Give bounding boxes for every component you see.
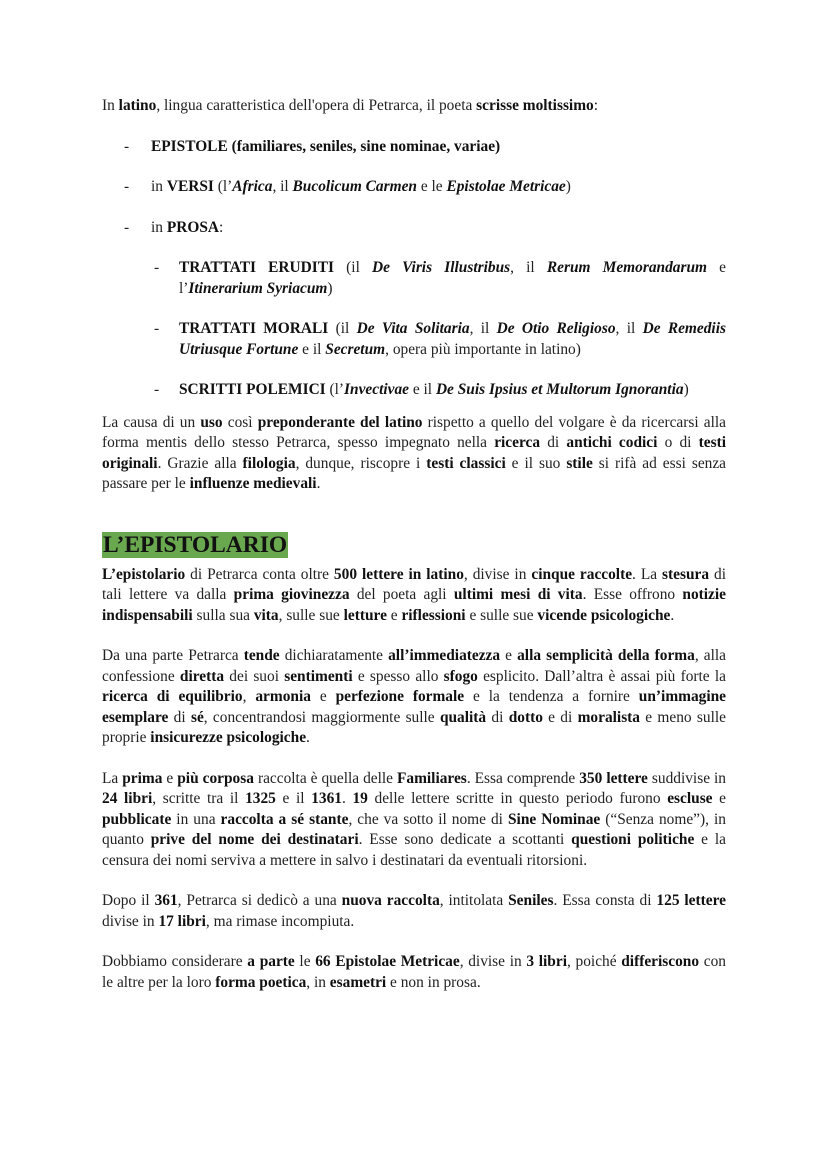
epistolario-paragraph-3: La prima e più corposa raccolta è quella delle Familiares. Essa comprende 350 lettere suddivise in 24 libri, scritte tra il 1325 e il 1361. 19 delle lettere scritte in questo periodo furono escluse e pubblicate in una raccolta a sé stante, che va sotto il nome di Sine Nominae (“Senza nome”), in quanto prive del nome dei destinatari. Esse sono dedicate a scottanti questioni politiche e la censura dei nomi serviva a mettere in salvo i destinatari da eventuali ritorsioni. bbox=[102, 769, 726, 869]
causa-paragraph: La causa di un uso così preponderante del latino rispetto a quello del volgare è da ricercarsi alla forma mentis dello stesso Petrarca, spesso impegnato nella ricerca di antichi codici o di testi originali. Grazie alla filologia, dunque, riscopre i testi classici e il suo stile si rifà ad essi senza passare per le influenze medievali. bbox=[102, 413, 727, 492]
section-heading bbox=[102, 531, 726, 559]
list-item-prosa: - in PROSA: bbox=[102, 218, 726, 239]
epistolario-paragraph-2: Da una parte Petrarca tende dichiaratamente all’immediatezza e alla semplicità della forma, alla confessione diretta dei suoi sentimenti e spesso allo sfogo esplicito. Dall’altra è assai più forte la ricerca di equilibrio, armonia e perfezione formale e la tendenza a fornire un’immagine esemplare di sé, concentrandosi maggiormente sulle qualità di dotto e di moralista e meno sulle proprie insicurezze psicologiche. bbox=[102, 647, 727, 746]
sublist-item-morali: - TRATTATI MORALI (il De Vita Solitaria, il De Otio Religioso, il De Remediis Utriusque Fortune e il Secretum, opera più importante in latino) bbox=[154, 320, 726, 358]
epistolario-paragraph-1: L’epistolario di Petrarca conta oltre 500 lettere in latino, divise in cinque raccolte. La stesura di tali lettere va dalla prima giovinezza del poeta agli ultimi mesi di vita. Esse offrono notizie indispensabili sulla sua vita, sulle sue letture e riflessioni e sulle sue vicende psicologiche. bbox=[102, 565, 727, 624]
intro-paragraph: In latino, lingua caratteristica dell'opera di Petrarca, il poeta scrisse moltissimo: bbox=[102, 97, 599, 114]
sublist-item-eruditi: - TRATTATI ERUDITI (il De Viris Illustribus, il Rerum Memorandarum e l’Itinerarium Syriacum) bbox=[154, 259, 726, 297]
list-dash: - bbox=[154, 320, 160, 337]
list-dash: - bbox=[154, 381, 160, 398]
document-page bbox=[102, 96, 726, 993]
epistolario-paragraph-5: Dobbiamo considerare a parte le 66 Epistolae Metricae, divise in 3 libri, poiché differiscono con le altre per la loro forma poetica, in esametri e non in prosa. bbox=[102, 953, 726, 991]
epistolario-paragraph-4: Dopo il 361, Petrarca si dedicò a una nuova raccolta, intitolata Seniles. Essa consta di 125 lettere divise in 17 libri, ma rimase incompiuta. bbox=[102, 892, 726, 930]
list-item-epistole: - EPISTOLE (familiares, seniles, sine nominae, variae) bbox=[102, 137, 726, 158]
list-item-versi: - in VERSI (l’Africa, il Bucolicum Carmen e le Epistolae Metricae) bbox=[102, 177, 726, 198]
heading-highlight: L’EPISTOLARIO bbox=[103, 531, 288, 558]
list-dash: - bbox=[124, 218, 130, 236]
list-dash: - bbox=[124, 137, 130, 155]
list-dash: - bbox=[154, 259, 160, 276]
sublist-item-polemici: - SCRITTI POLEMICI (l’Invectivae e il De Suis Ipsius et Multorum Ignorantia) bbox=[102, 380, 726, 401]
list-dash: - bbox=[124, 178, 130, 195]
